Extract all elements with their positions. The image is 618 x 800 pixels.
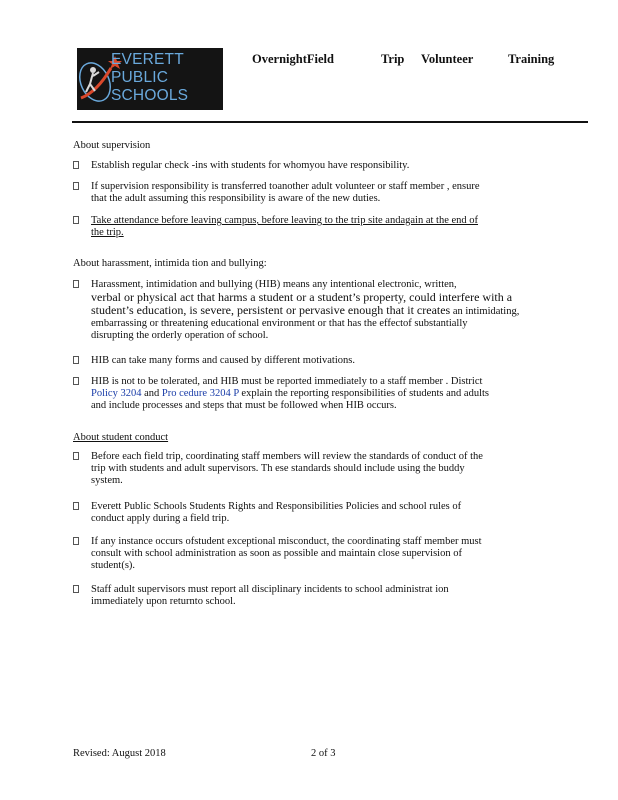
- section-heading-supervision: About supervision: [73, 140, 151, 151]
- header-title-word: Volunteer: [421, 52, 474, 66]
- procedure-3204p-link[interactable]: Pro cedure 3204 P: [161, 388, 239, 399]
- item-text: an intimidating,: [450, 306, 520, 317]
- item-text: Establish regular check -ins with students for whomyou have responsibility.: [91, 160, 410, 171]
- bullet-icon: [73, 585, 79, 593]
- item-text: Everett Public Schools Students Rights and Responsibilities Policies and school rules of: [91, 501, 462, 512]
- logo-text-line1: EVERETT: [111, 51, 184, 68]
- item-text: Before each field trip, coordinating staff members will review the standards of conduct of the: [91, 451, 483, 462]
- header-title-word: Training: [508, 52, 555, 66]
- item-text: HIB is not to be tolerated, and HIB must be reported immediately to a staff member . District: [91, 376, 483, 387]
- bullet-icon: [73, 280, 79, 288]
- item-text: conduct apply during a field trip.: [91, 513, 230, 524]
- bullet-icon: [73, 182, 79, 190]
- item-text: and include processes and steps that must be followed when HIB occurs.: [91, 400, 397, 411]
- item-text: and: [141, 388, 162, 399]
- logo-text-line2: PUBLIC: [111, 69, 169, 86]
- bullet-icon: [73, 377, 79, 385]
- section-heading-conduct: About student conduct: [73, 432, 169, 443]
- bullet-icon: [73, 502, 79, 510]
- section-heading-harassment: About harassment, intimida tion and bullying:: [73, 258, 267, 269]
- item-text: explain the reporting responsibilities of students and adults: [238, 388, 489, 399]
- item-text: student(s).: [91, 560, 136, 571]
- item-text: verbal or physical act that harms a student or a student’s property, could interfere with a: [91, 290, 513, 304]
- item-text: the trip.: [91, 227, 124, 238]
- item-text: Take attendance before leaving campus, before leaving to the trip site andagain at the end of: [91, 215, 479, 226]
- header-divider: [72, 121, 588, 123]
- item-text: embarrassing or threatening educational environment or that has the effectof substantially: [91, 318, 468, 329]
- item-text: HIB can take many forms and caused by different motivations.: [91, 355, 355, 366]
- item-text: that the adult assuming this responsibility is aware of the new duties.: [91, 193, 381, 204]
- bullet-icon: [73, 216, 79, 224]
- bullet-icon: [73, 161, 79, 169]
- item-text: Staff adult supervisors must report all disciplinary incidents to school administrat ion: [91, 584, 449, 595]
- item-text: Harassment, intimidation and bullying (HIB) means any intentional electronic, written,: [91, 279, 457, 290]
- item-text: If supervision responsibility is transferred toanother adult volunteer or staff member , ensure: [91, 181, 480, 192]
- bullet-icon: [73, 537, 79, 545]
- revised-date: Revised: August 2018: [73, 748, 166, 759]
- logo-text-line3: SCHOOLS: [111, 87, 189, 104]
- item-text: system.: [91, 475, 123, 486]
- item-text: disrupting the orderly operation of school.: [91, 330, 269, 341]
- item-text: If any instance occurs ofstudent exceptional misconduct, the coordinating staff member must: [91, 536, 482, 547]
- header-title-word: OvernightField: [252, 52, 334, 66]
- item-text: consult with school administration as soon as possible and maintain close supervision of: [91, 548, 462, 559]
- policy-3204-link[interactable]: Policy 3204: [91, 388, 142, 399]
- district-logo: [77, 48, 223, 110]
- item-text: student’s education, is severe, persistent or pervasive enough that it creates: [91, 303, 451, 317]
- page-number: 2 of 3: [311, 748, 336, 759]
- item-text: immediately upon returnto school.: [91, 596, 236, 607]
- item-text: trip with students and adult supervisors. Th ese standards should include using the buddy: [91, 463, 465, 474]
- header-title-word: Trip: [381, 52, 405, 66]
- bullet-icon: [73, 452, 79, 460]
- bullet-icon: [73, 356, 79, 364]
